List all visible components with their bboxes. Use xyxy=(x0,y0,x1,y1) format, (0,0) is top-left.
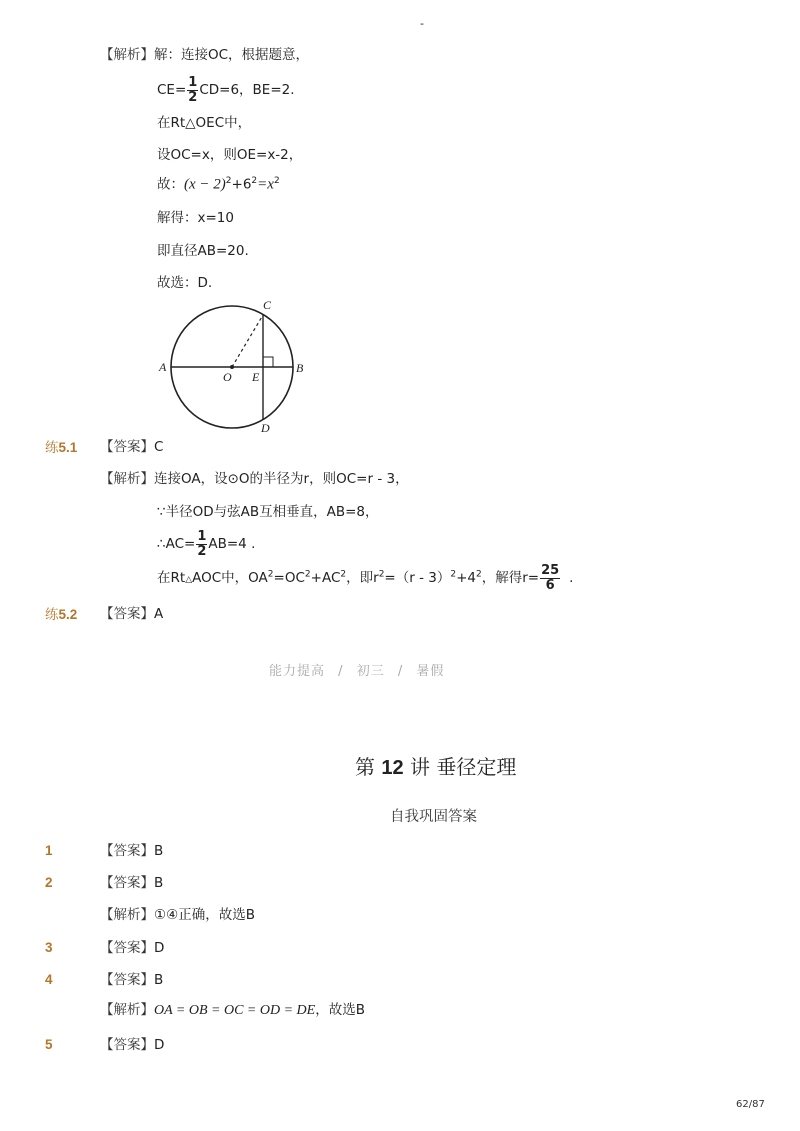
label-c: C xyxy=(263,298,272,312)
answer-number: 2 xyxy=(45,875,53,890)
exercise-5-1-jiexi-line-2: ∵半径OD与弦AB互相垂直，AB=8， xyxy=(157,504,379,520)
right-angle-mark xyxy=(263,357,273,367)
explanation-line-7: 即直径AB=20. xyxy=(157,243,249,259)
radius-oc xyxy=(232,315,263,367)
answer-number: 5 xyxy=(45,1037,53,1052)
exercise-5-1-jiexi-line-1 xyxy=(100,473,409,487)
title-number: 12 xyxy=(381,757,404,779)
expr-text: CD=6，BE=2. xyxy=(199,82,295,99)
exercise-5-1-jiexi-line-3 xyxy=(157,530,255,558)
fraction xyxy=(187,76,198,104)
exercise-prefix: 练 xyxy=(45,607,59,622)
explanation-line-6: 解得：x=10 xyxy=(157,210,234,226)
fraction xyxy=(540,564,560,592)
exercise-5-1-answer xyxy=(100,441,163,455)
fraction xyxy=(196,530,207,558)
jiexi-label: 【解析】 xyxy=(100,907,154,923)
triangle-symbol: △ xyxy=(185,575,193,586)
footer-separator: / xyxy=(338,664,344,679)
exponent: 2 xyxy=(273,176,280,186)
footer-part: 能力提高 xyxy=(269,664,326,679)
expr-text: +6 xyxy=(231,176,252,193)
jiexi-label: 【解析】 xyxy=(100,47,154,63)
exercise-5-1-answer-row xyxy=(45,441,77,456)
fraction-numerator: 25 xyxy=(541,563,560,578)
expr-text: ，解得r= xyxy=(481,570,540,587)
answer-row xyxy=(100,974,163,988)
explanation-line-8: 故选：D. xyxy=(157,275,213,291)
answer-value: D xyxy=(154,940,165,956)
exponent: 2 xyxy=(450,569,457,580)
label-b: B xyxy=(296,361,304,375)
section-subtitle: 自我巩固答案 xyxy=(390,809,477,825)
math-expr: (x − 2) xyxy=(184,176,226,193)
footer-part: 初三 xyxy=(356,664,385,679)
expr-text: +AC xyxy=(310,570,341,587)
exercise-5-1-jiexi-line-4 xyxy=(157,564,573,592)
center-point xyxy=(230,365,234,369)
answer-value: D xyxy=(154,1037,165,1053)
answer-number: 4 xyxy=(45,972,53,987)
exponent: 2 xyxy=(267,569,274,580)
label-o: O xyxy=(223,370,232,384)
answer-number: 3 xyxy=(45,940,53,955)
title-text: 讲 垂径定理 xyxy=(409,755,517,779)
exercise-prefix: 练 xyxy=(45,440,59,455)
label-d: D xyxy=(261,421,270,435)
circle-diagram xyxy=(150,295,315,440)
explanation-line-2 xyxy=(157,76,295,104)
answer-value: B xyxy=(154,875,164,891)
fraction-numerator: 1 xyxy=(197,529,207,544)
expr-text: AB=4 . xyxy=(208,536,256,553)
math-expr: =x xyxy=(257,176,274,193)
expr-text: AOC中，OA xyxy=(192,570,268,587)
jiexi-label: 【解析】 xyxy=(100,1002,154,1018)
title-text: 第 xyxy=(355,755,375,779)
explanation-line-5 xyxy=(157,177,280,193)
page-footer xyxy=(269,665,444,678)
exponent: 2 xyxy=(225,176,232,186)
expr-text: =（r - 3） xyxy=(384,570,451,587)
answer-row xyxy=(100,1039,164,1053)
footer-separator: / xyxy=(397,664,404,679)
exercise-num: 5.2 xyxy=(58,607,78,622)
answer-label: 【答案】 xyxy=(100,972,154,988)
explanation-text: 解：连接OC，根据题意， xyxy=(154,47,310,63)
label-a: A xyxy=(159,360,167,374)
explanation-line-1 xyxy=(100,49,309,63)
expr-text: 在Rt xyxy=(157,570,186,587)
exponent: 2 xyxy=(251,176,258,186)
answer-label: 【答案】 xyxy=(100,1037,154,1053)
exercise-num: 5.1 xyxy=(58,440,78,455)
answer-value: B xyxy=(154,843,164,859)
explanation-text: ①④正确，故选B xyxy=(154,907,255,923)
answer-label: 【答案】 xyxy=(100,843,154,859)
expr-text: ∴AC= xyxy=(157,536,196,553)
fraction-denominator: 2 xyxy=(197,543,207,559)
expr-text: =OC xyxy=(273,570,305,587)
expr-text: CE= xyxy=(157,82,187,99)
exercise-5-2-answer xyxy=(100,608,163,622)
answer-value: A xyxy=(154,606,164,622)
exponent: 2 xyxy=(304,569,311,580)
math-expr: OA = OB = OC = OD = DE xyxy=(154,1003,316,1018)
footer-part: 暑假 xyxy=(416,664,445,679)
label-e: E xyxy=(252,370,260,384)
answer-row xyxy=(100,877,163,891)
answer-value: B xyxy=(154,972,164,988)
answer-number: 1 xyxy=(45,843,53,858)
fraction-numerator: 1 xyxy=(188,75,198,90)
answer-label: 【答案】 xyxy=(100,875,154,891)
expr-text: . xyxy=(569,570,574,587)
explanation-text: ，故选B xyxy=(315,1002,365,1018)
jiexi-row xyxy=(100,1004,365,1018)
expr-text: 故： xyxy=(157,176,184,193)
explanation-line-4: 设OC=x，则OE=x-2， xyxy=(157,147,303,163)
answer-label: 【答案】 xyxy=(100,606,154,622)
top-mark: - xyxy=(420,17,424,30)
jiexi-row xyxy=(100,909,255,923)
page-number: 62/87 xyxy=(736,1099,765,1110)
exponent: 2 xyxy=(475,569,482,580)
expr-text: +4 xyxy=(456,570,476,587)
lecture-title xyxy=(355,757,516,778)
answer-label: 【答案】 xyxy=(100,439,154,455)
jiexi-label: 【解析】 xyxy=(100,471,154,487)
answer-label: 【答案】 xyxy=(100,940,154,956)
exercise-5-2-number-row xyxy=(45,608,77,623)
exercise-number xyxy=(45,440,77,455)
fraction-denominator: 2 xyxy=(188,89,198,105)
exercise-number xyxy=(45,607,77,622)
explanation-line-3: 在Rt△OEC中， xyxy=(157,115,252,131)
expr-text: ，即r xyxy=(346,570,379,587)
answer-value: C xyxy=(154,439,164,455)
explanation-text: 连接OA，设⊙O的半径为r，则OC=r - 3， xyxy=(154,471,409,487)
exponent: 2 xyxy=(378,569,385,580)
answer-row xyxy=(100,942,164,956)
exponent: 2 xyxy=(340,569,347,580)
answer-row xyxy=(100,845,163,859)
fraction-denominator: 6 xyxy=(545,577,555,593)
